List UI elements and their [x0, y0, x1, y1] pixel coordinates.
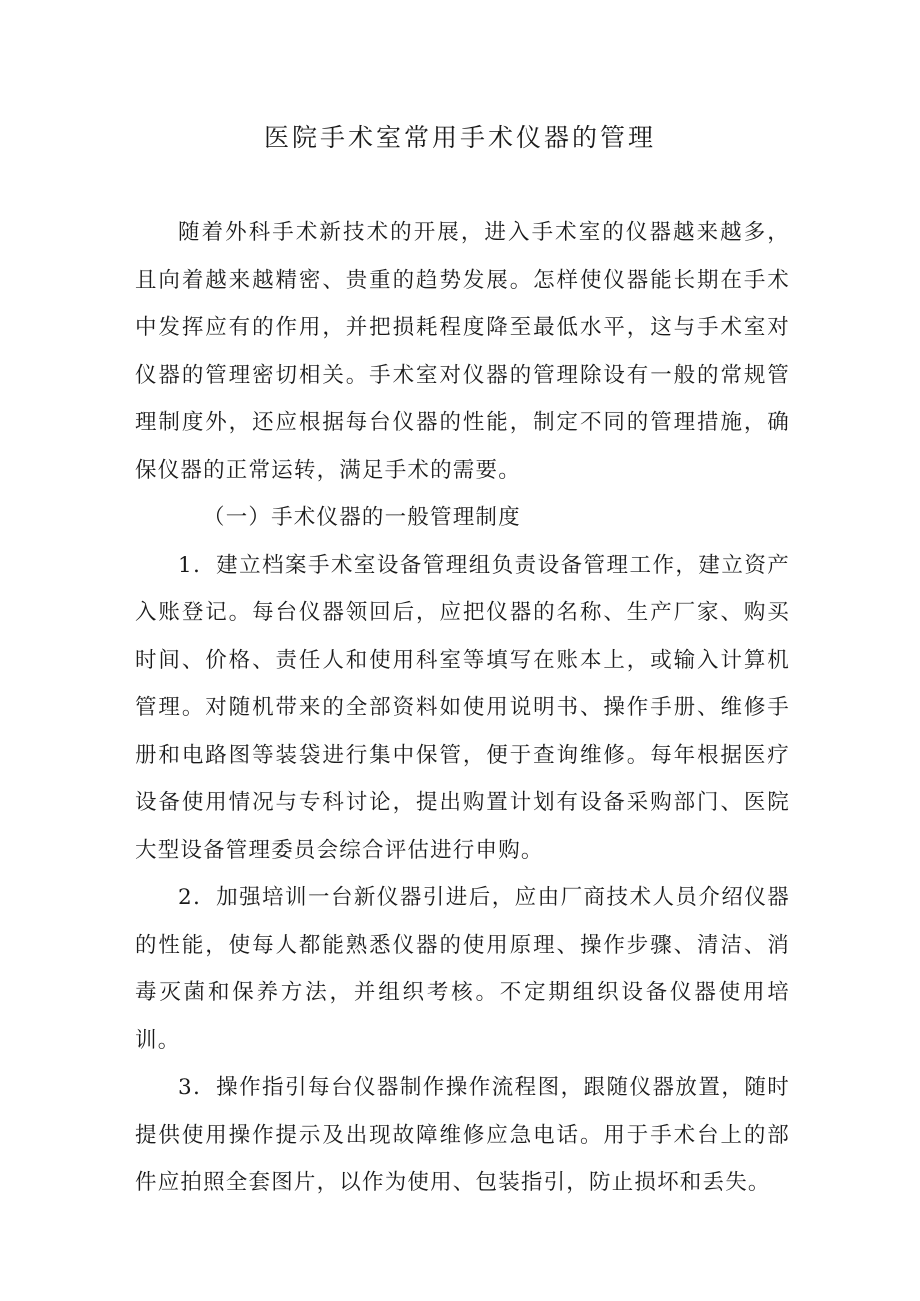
document-title: 医院手术室常用手术仪器的管理 — [263, 123, 656, 152]
document-body — [135, 209, 790, 1207]
list-item-2: 2．加强培训一台新仪器引进后，应由厂商技术人员介绍仪器的性能，使每人都能熟悉仪器的使用原理、操作步骤、清洁、消毒灭菌和保养方法，并组织考核。不定期组织设备仪器使用培训。 — [135, 885, 790, 1053]
list-item-1: 1．建立档案手术室设备管理组负责设备管理工作，建立资产入账登记。每台仪器领回后，应把仪器的名称、生产厂家、购买时间、价格、责任人和使用科室等填写在账本上，或输入计算机管理。对随机带来的全部资料如使用说明书、操作手册、维修手册和电路图等装袋进行集中保管，便于查询维修。每年根据医疗设备使用情况与专科讨论，提出购置计划有设备采购部门、医院大型设备管理委员会综合评估进行申购。 — [135, 552, 790, 863]
intro-paragraph: 随着外科手术新技术的开展，进入手术室的仪器越来越多，且向着越来越精密、贵重的趋势发展。怎样使仪器能长期在手术中发挥应有的作用，并把损耗程度降至最低水平，这与手术室对仪器的管理密切相关。手术室对仪器的管理除设有一般的常规管理制度外，还应根据每台仪器的性能，制定不同的管理措施，确保仪器的正常运转，满足手术的需要。 — [135, 220, 790, 483]
list-item-3: 3．操作指引每台仪器制作操作流程图，跟随仪器放置，随时提供使用操作提示及出现故障维修应急电话。用于手术台上的部件应拍照全套图片，以作为使用、包装指引，防止损坏和丢失。 — [135, 1075, 790, 1195]
section-heading: （一）手术仪器的一般管理制度 — [203, 505, 521, 530]
